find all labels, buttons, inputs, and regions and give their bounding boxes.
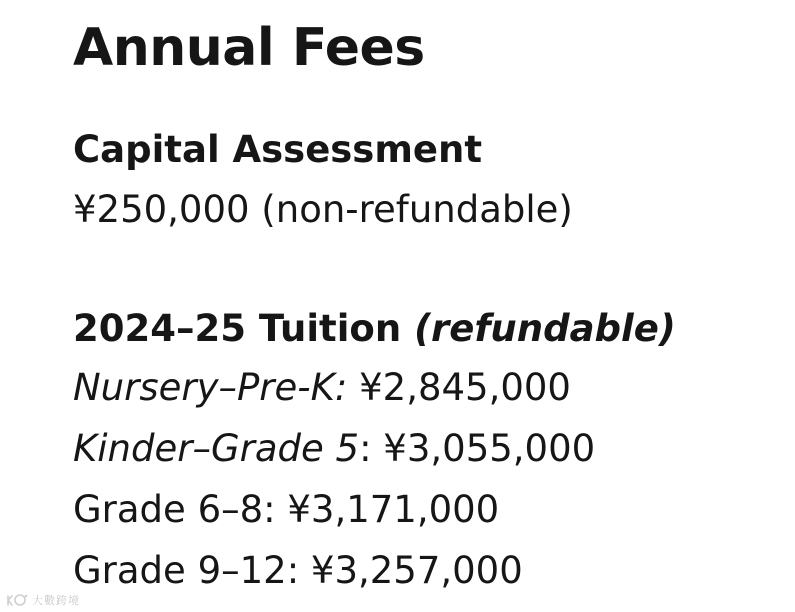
- tuition-row-label: Kinder–Grade 5: [73, 427, 360, 470]
- page-title: Annual Fees: [73, 18, 425, 78]
- tuition-row-label: Grade 9–12: ¥3,257,000: [73, 549, 523, 592]
- brand-logo-icon: [6, 593, 28, 607]
- watermark: [6, 592, 80, 608]
- tuition-heading-label: 2024–25 Tuition: [73, 307, 402, 350]
- tuition-heading-note: (refundable): [414, 307, 676, 350]
- capital-assessment-value: ¥250,000 (non-refundable): [73, 188, 573, 231]
- watermark-text: 大數跨境: [32, 594, 80, 607]
- capital-assessment-heading: Capital Assessment: [73, 128, 483, 171]
- fee-document: [73, 0, 795, 612]
- tuition-row-kinder: [73, 427, 595, 470]
- tuition-row-amount: : ¥3,055,000: [359, 427, 596, 470]
- tuition-row-label: Grade 6–8: ¥3,171,000: [73, 488, 500, 531]
- tuition-row-amount: ¥2,845,000: [347, 366, 571, 409]
- tuition-row-grade-6-8: [73, 488, 499, 531]
- tuition-row-nursery: [73, 366, 571, 409]
- tuition-row-label: Nursery–Pre-K:: [73, 366, 348, 409]
- tuition-heading: [73, 307, 676, 350]
- tuition-row-grade-9-12: [73, 549, 523, 592]
